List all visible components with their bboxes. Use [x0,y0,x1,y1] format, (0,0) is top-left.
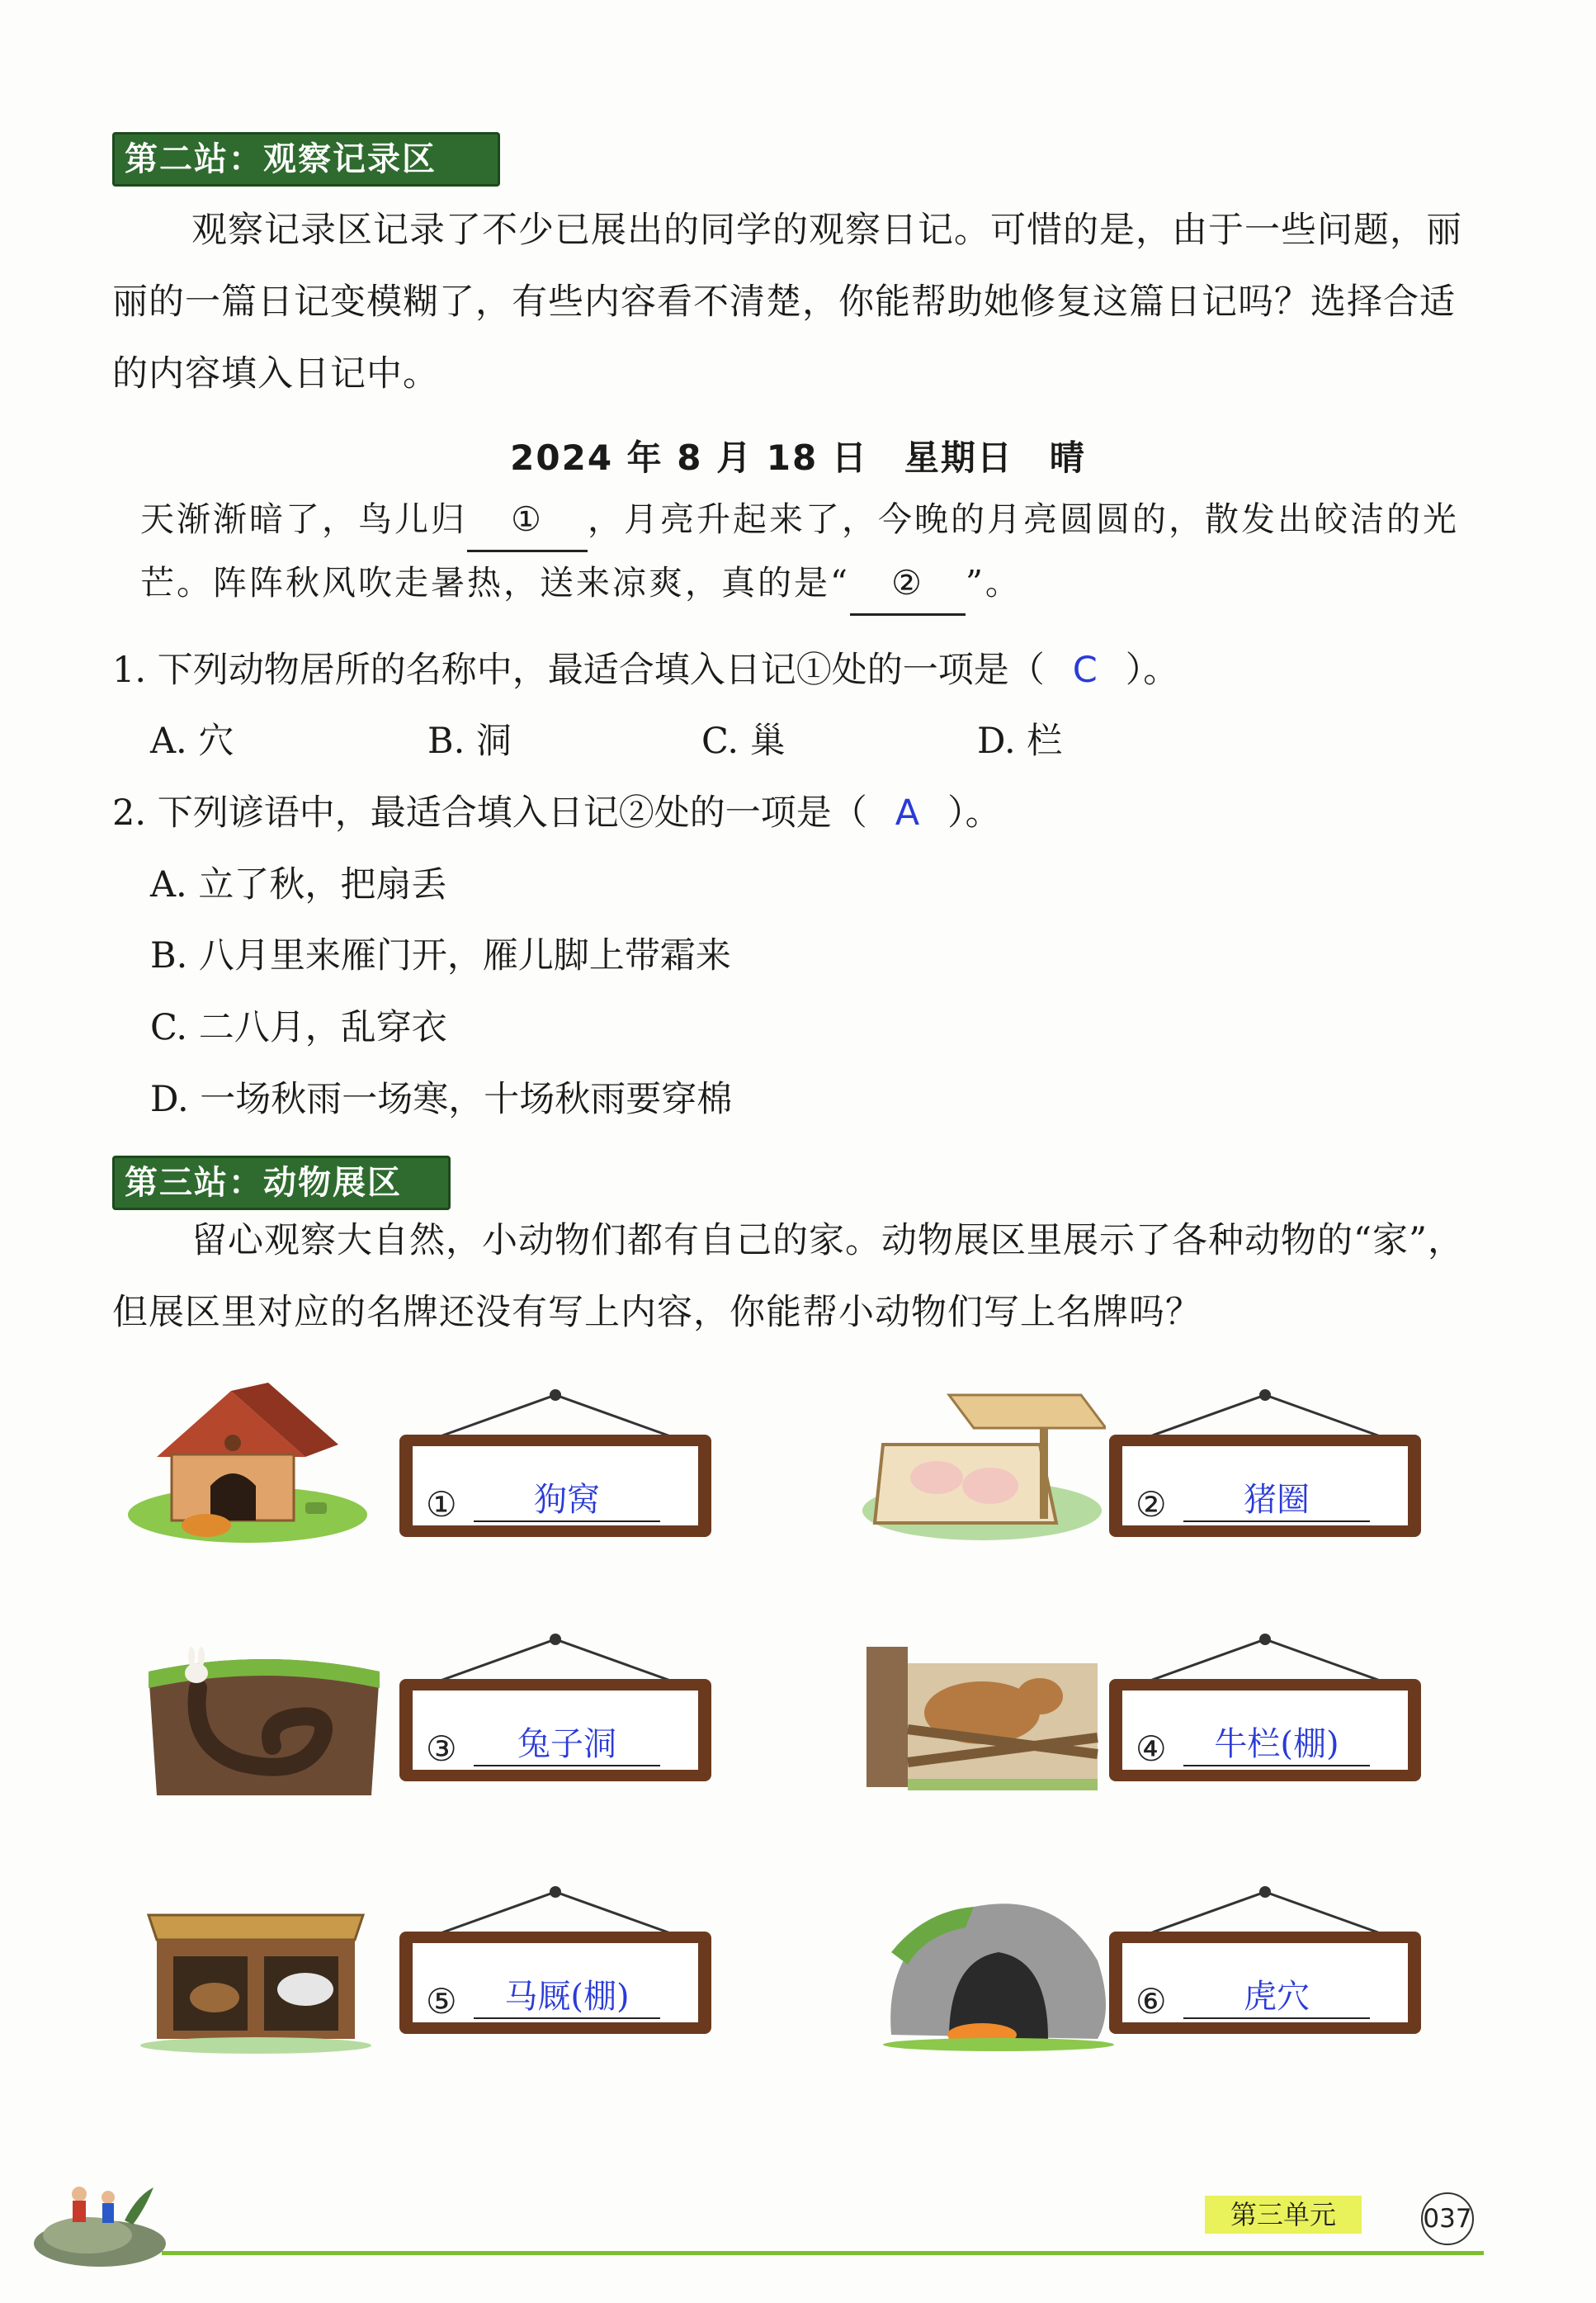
q1-option-c[interactable]: C. 巢 [701,721,786,762]
sign-2-label[interactable]: 猪圈 [1183,1479,1370,1522]
diary-date-line: 2024 年 8 月 18 日 星期日 晴 [510,437,1086,478]
sign-board-1 [394,1387,716,1552]
doghouse-illustration [124,1378,371,1544]
q1-option-d[interactable]: D. 栏 [977,721,1063,762]
sign-1-number: ① [426,1484,457,1525]
question-2-stem-end: ）。 [947,792,1001,834]
diary-line-2-end: ”。 [965,563,1022,603]
sign-6-label[interactable]: 虎穴 [1183,1976,1370,2019]
sign-3-number: ③ [426,1728,457,1769]
question-1 [112,646,1178,695]
sign-4-label[interactable]: 牛栏(棚) [1183,1724,1370,1766]
sign-2-number: ② [1136,1484,1167,1525]
footer-rule [162,2251,1484,2255]
sign-board-3 [394,1631,716,1796]
stable-illustration [132,1890,380,2055]
question-1-stem: 1. 下列动物居所的名称中，最适合填入日记①处的一项是（ [112,650,1045,691]
sign-5-number: ⑤ [426,1981,457,2022]
sign-4-number: ④ [1136,1728,1167,1769]
diary-line-1-b: ，月亮升起来了，今晚的月亮圆圆的，散发出皎洁的光芒。阵阵秋风吹走暑热，送来凉爽，真的是“ [140,499,1459,603]
diary-blank-2[interactable]: ② [850,552,966,616]
question-1-answer[interactable]: C [1072,650,1098,691]
sign-board-4 [1104,1631,1426,1796]
sign-1-label[interactable]: 狗窝 [474,1479,660,1522]
q2-option-c[interactable]: C. 二八月，乱穿衣 [150,1007,447,1048]
sign-5-label[interactable]: 马厩(棚) [474,1976,660,2019]
question-1-stem-end: ）。 [1125,650,1179,691]
diary-line-1-a: 天渐渐暗了，鸟儿归 [140,499,467,539]
sign-board-5 [394,1884,716,2049]
sign-board-2 [1104,1387,1426,1552]
unit-label: 第三单元 [1205,2196,1362,2234]
cattle-pen-illustration [858,1630,1106,1795]
pigpen-illustration [858,1378,1106,1544]
sign-6-number: ⑥ [1136,1981,1167,2022]
question-2 [112,788,1001,838]
rabbit-burrow-illustration [140,1639,388,1804]
diary-blank-1[interactable]: ① [467,489,588,552]
q2-option-d[interactable]: D. 一场秋雨一场寒，十场秋雨要穿棉 [150,1079,733,1120]
sign-board-6 [1104,1884,1426,2049]
station-3-title: 第三站：动物展区 [112,1156,451,1210]
page-number: 037 [1421,2192,1474,2245]
hikers-on-rock-illustration [30,2163,170,2270]
station-2-title: 第二站：观察记录区 [112,132,500,187]
station-3-intro: 留心观察大自然，小动物们都有自己的家。动物展区里展示了各种动物的“家”，但展区里对应的名牌还没有写上内容，你能帮小动物们写上名牌吗？ [112,1220,1464,1333]
q2-option-a[interactable]: A. 立了秋，把扇丢 [150,864,447,906]
tiger-cave-illustration [875,1886,1122,2051]
station-2-intro: 观察记录区记录了不少已展出的同学的观察日记。可惜的是，由于一些问题，丽丽的一篇日记变模糊了，有些内容看不清楚，你能帮助她修复这篇日记吗？选择合适的内容填入日记中。 [112,210,1462,395]
sign-3-label[interactable]: 兔子洞 [474,1724,660,1766]
question-2-stem: 2. 下列谚语中，最适合填入日记②处的一项是（ [112,792,867,834]
question-2-answer[interactable]: A [895,792,920,834]
q1-option-a[interactable]: A. 穴 [150,721,234,762]
q2-option-b[interactable]: B. 八月里来雁门开，雁儿脚上带霜来 [150,935,731,977]
q1-option-b[interactable]: B. 洞 [427,721,512,762]
diary-text [140,489,1485,616]
